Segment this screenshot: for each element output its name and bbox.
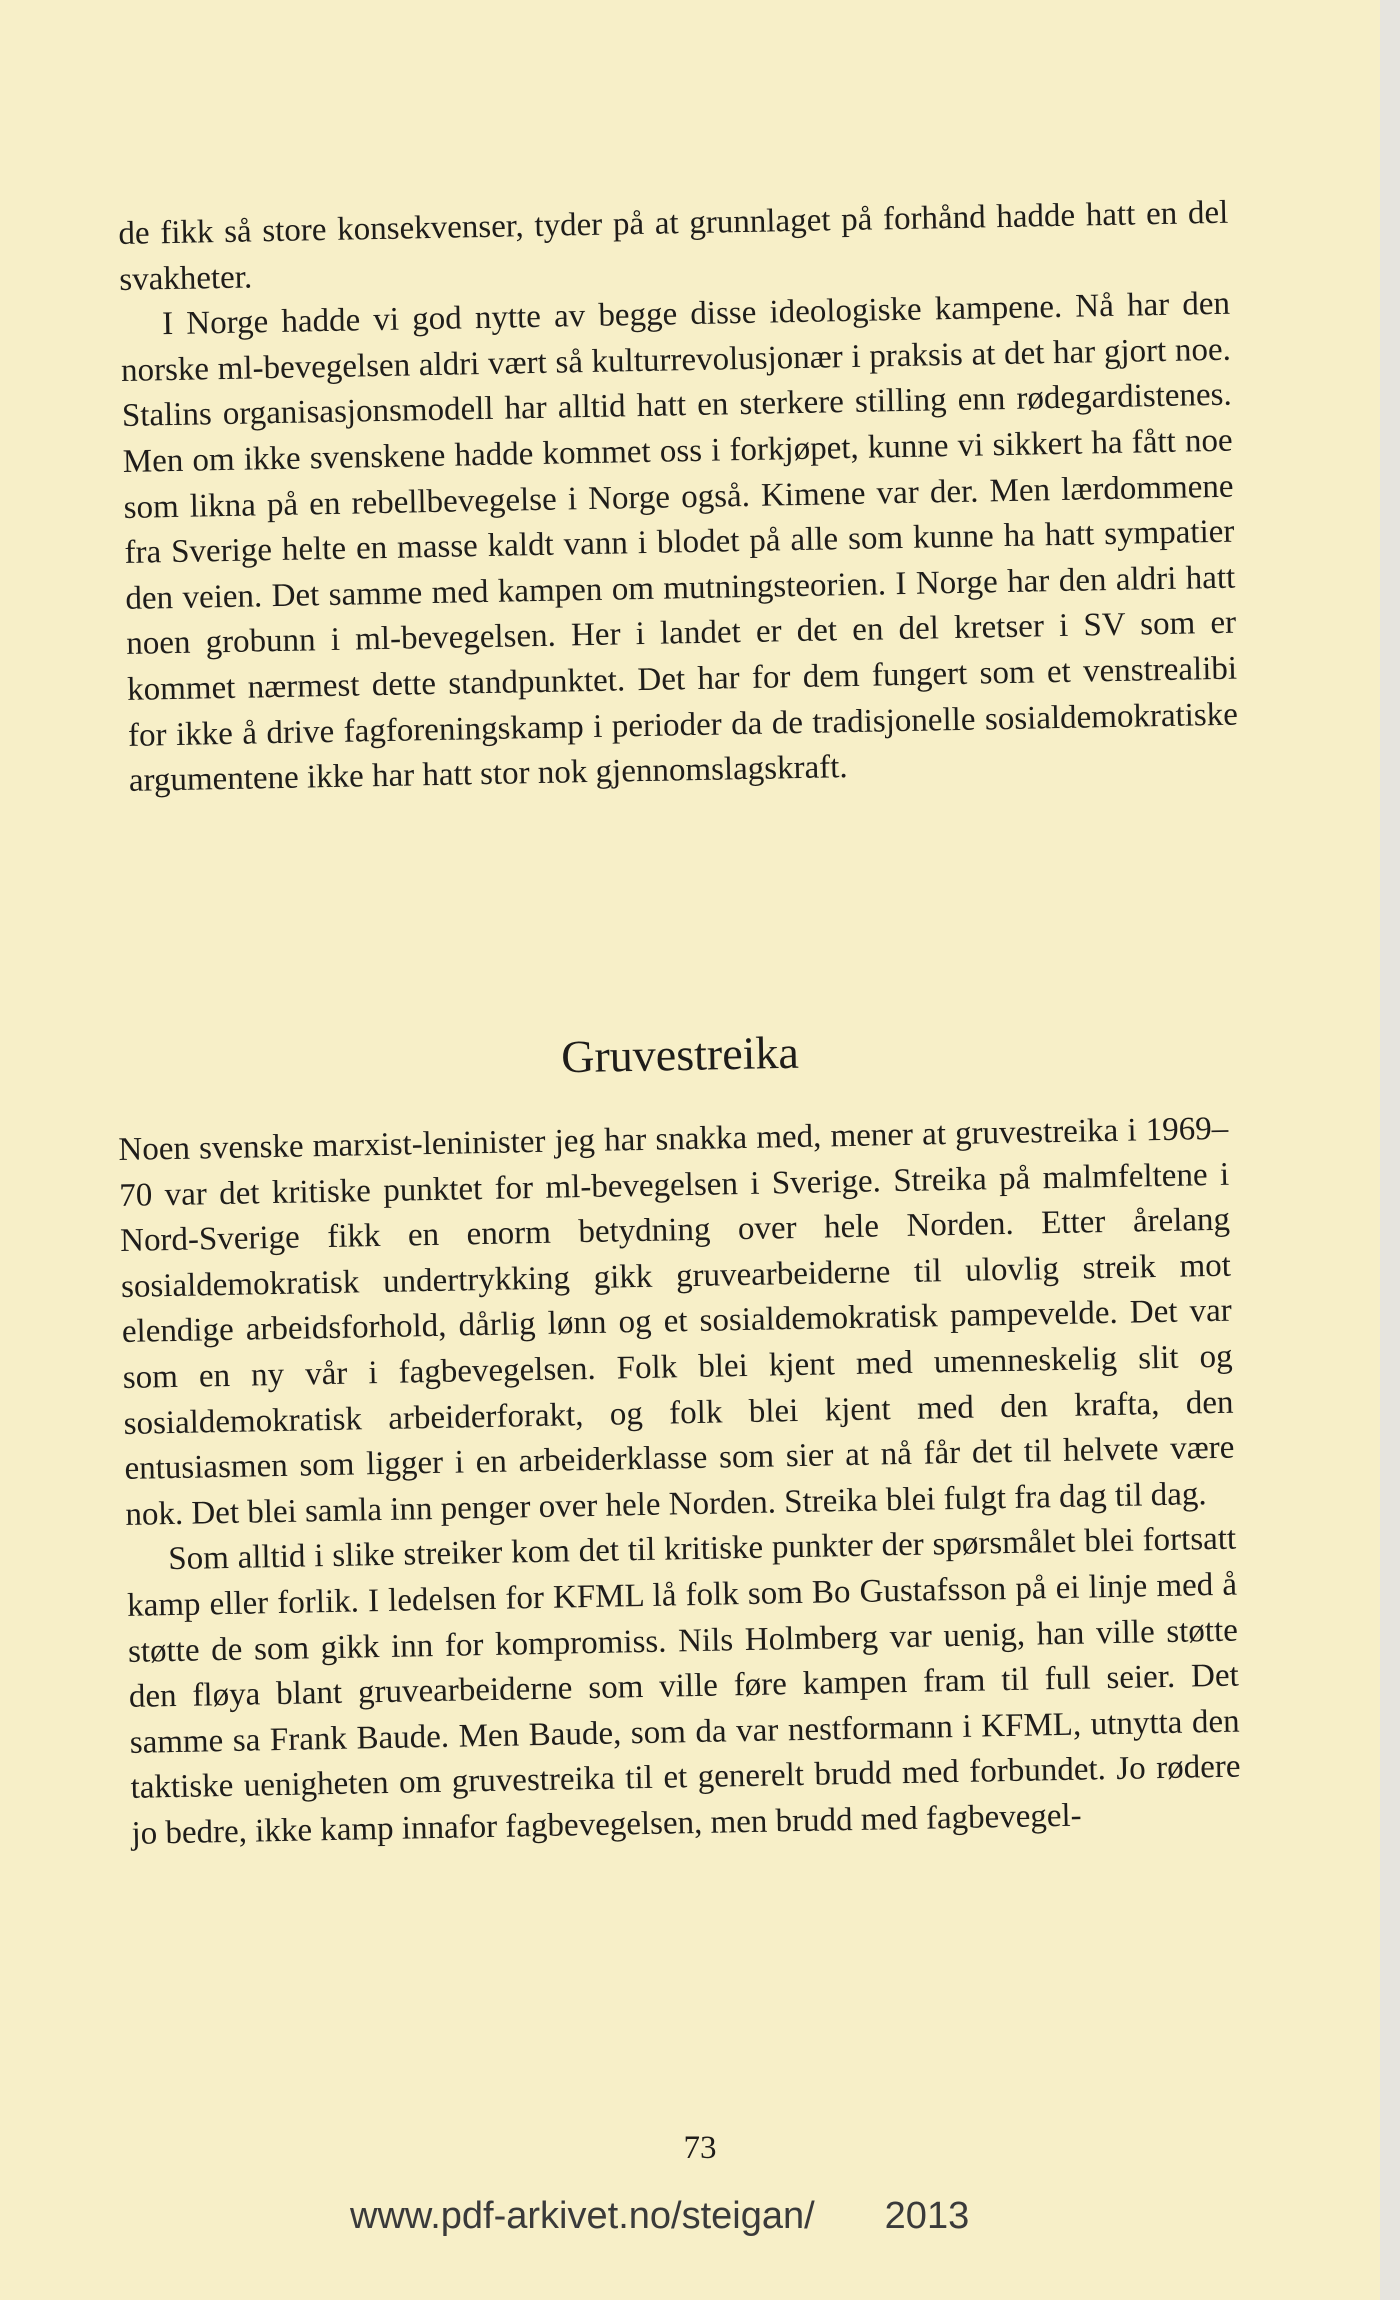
paragraph: I Norge hadde vi god nytte av begge disse ideologiske kampene. Nå har den norske ml-bevegelsen aldri vært så kulturrevolusjonær i praksis at det har gjort noe. Stalins organisasjonsmodell har alltid hatt en sterkere stilling enn rødegardistenes. Men om ikke svenskene hadde kommet oss i forkjøpet, kunne vi sikkert ha fått noe som likna på en rebellbevegelse i Norge også. Kimene var der. Men lærdommene fra Sverige helte en masse kaldt vann i blodet på alle som kunne ha hatt sympatier den veien. Det samme med kampen om mutningsteorien. I Norge har den aldri hatt noen grobunn i ml-bevegelsen. Her i landet er det en del kretser i SV som er kommet nærmest dette standpunktet. Det har for dem fungert som et venstrealibi for ikke å drive fagforeningskamp i perioder da de tradisjonelle sosialdemokratiske argumentene ikke har hatt stor nok gjennomslagskraft. (120, 285, 1239, 800)
paragraph: Noen svenske marxist-leninister jeg har snakka med, mener at gruvestreika i 1969–70 var det kritiske punktet for ml-bevegelsen i Sverige. Streika på malmfeltene i Nord-Sverige fikk en enorm betydning over hele Norden. Etter årelang sosialdemokratisk undertrykking gikk gruvearbeiderne til ulovlig streik mot elendige arbeidsforhold, dårlig lønn og et sosialdemokratisk pampevelde. Det var som en ny vår i fagbevegelsen. Folk blei kjent med umenneskelig slit og sosialdemokratisk arbeiderforakt, og folk blei kjent med den krafta, den entusiasmen som ligger i en arbeiderklasse som sier at nå får det til helvete være nok. Det blei samla inn penger over hele Norden. Streika blei fulgt fra dag til dag. (118, 1110, 1235, 1533)
footer-watermark (350, 2195, 1070, 2238)
top-text-block (118, 191, 1239, 805)
paragraph: de fikk så store konsekvenser, tyder på at grunnlaget på forhånd hadde hatt en del svakheter. (118, 194, 1229, 298)
page-edge (1380, 0, 1400, 2300)
paragraph: Som alltid i slike streiker kom det til kritiske punkter der spørsmålet blei fortsatt kamp eller forlik. I ledelsen for KFML lå folk som Bo Gustafsson på ei linje med å støtte de som gikk inn for kompromiss. Nils Holmberg var uenig, han ville støtte den fløya blant gruvearbeiderne som ville føre kampen fram til full seier. Det samme sa Frank Baude. Men Baude, som da var nestformann i KFML, utnytta den taktiske uenigheten om gruvestreika til et generelt brudd med forbundet. Jo rødere jo bedre, ikke kamp innafor fagbevegelsen, men brudd med fagbevegel- (126, 1520, 1241, 1852)
footer-url: www.pdf-arkivet.no/steigan/ (350, 2195, 815, 2237)
bottom-text-block (118, 1107, 1242, 1858)
footer-year: 2013 (884, 2195, 970, 2237)
page-number: 73 (683, 2130, 717, 2166)
section-heading: Gruvestreika (560, 1026, 800, 1083)
